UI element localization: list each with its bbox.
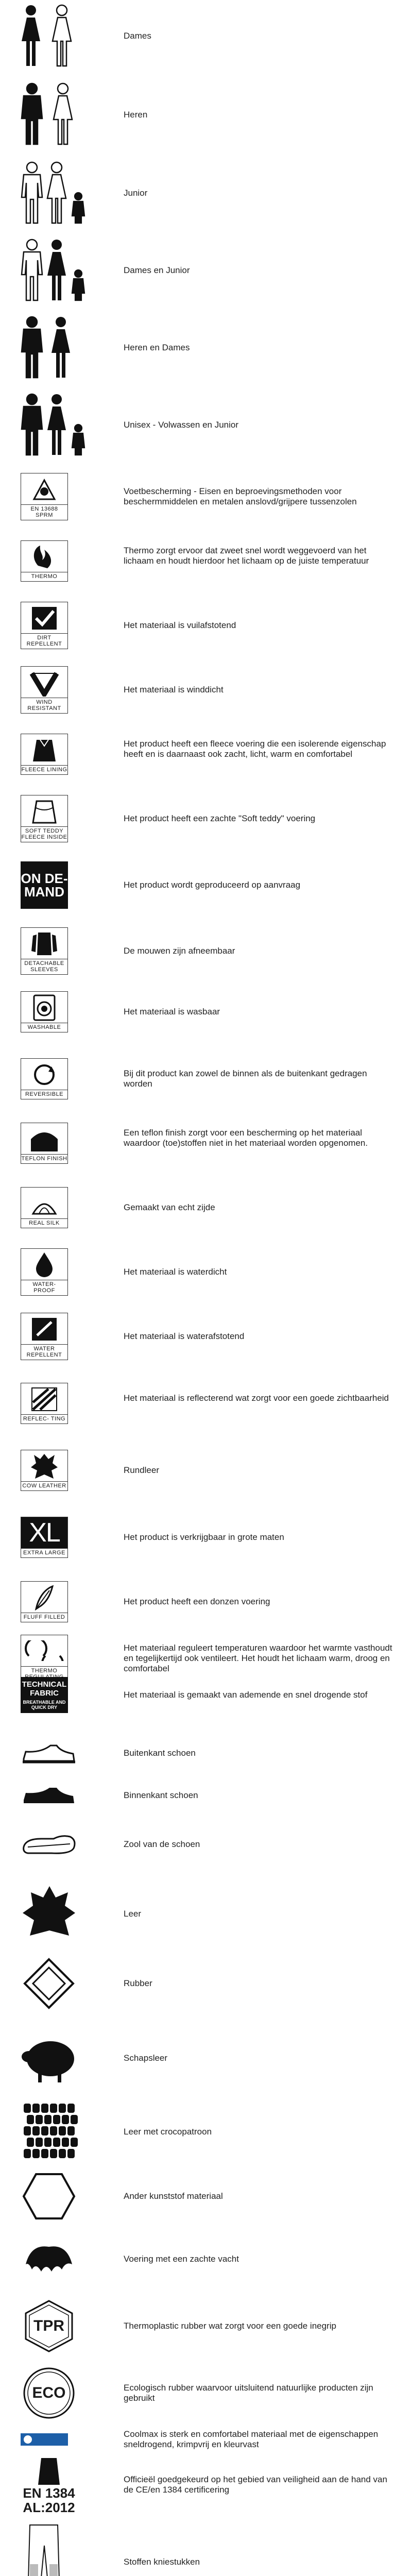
croco-icon bbox=[21, 2102, 88, 2161]
unisex-icon bbox=[21, 389, 88, 461]
leer-description: Leer bbox=[124, 1909, 142, 1919]
legend-row-heren-en-dames bbox=[0, 312, 412, 384]
badge-box: REAL SILK bbox=[21, 1187, 68, 1228]
badge-box: TEFLON FINISH bbox=[21, 1123, 68, 1164]
reversible-description: Bij dit product kan zowel de binnen als de buitenkant gedragen worden bbox=[124, 1069, 367, 1089]
legend-row-junior bbox=[0, 157, 412, 229]
en13688-description: Voetbescherming - Eisen en beproevingsmethoden voor beschermmiddelen en metalen anslovd/grijpere tussenzolen bbox=[124, 486, 357, 506]
legend-row-dry-repellent bbox=[0, 595, 412, 656]
junior-icon bbox=[21, 157, 88, 229]
kunststof-icon bbox=[21, 2166, 88, 2226]
teflon-icon bbox=[21, 1113, 88, 1174]
legend-row-unisex bbox=[0, 389, 412, 461]
technical-fabric-icon: TECHNICAL FABRIC BREATHABLE AND QUICK DRY bbox=[21, 1674, 88, 1716]
fluff-filled-icon bbox=[21, 1571, 88, 1632]
dry-repellent-icon bbox=[21, 595, 88, 656]
technical-fabric-description: Het materiaal is gemaakt van ademende en snel drogende stof bbox=[124, 1690, 368, 1700]
washable-description: Het materiaal is wasbaar bbox=[124, 1007, 220, 1016]
legend-row-water-repellent bbox=[0, 1306, 412, 1367]
badge-box: DETACHABLE SLEEVES bbox=[21, 927, 68, 975]
legend-row-real-silk bbox=[0, 1177, 412, 1238]
badge-box: DIRT REPELLENT bbox=[21, 602, 68, 649]
reflecting-description: Het materiaal is reflecterend wat zorgt voor een goede zichtbaarheid bbox=[124, 1393, 389, 1403]
heren-en-dames-description: Heren en Dames bbox=[124, 343, 190, 352]
heren-icon bbox=[21, 77, 88, 152]
legend-row-stoffen-kniestukken bbox=[0, 2519, 412, 2576]
legend-row-en13688 bbox=[0, 466, 412, 527]
stoffen-kniestukken-icon bbox=[21, 2519, 88, 2576]
vacht-description: Voering met een zachte vacht bbox=[124, 2254, 239, 2264]
legend-row-on-demand bbox=[0, 853, 412, 917]
zool-description: Zool van de schoen bbox=[124, 1839, 200, 1849]
badge-box: EN 13688 SPRM bbox=[21, 473, 68, 520]
en1384-icon: EN 1384 AL:2012 bbox=[21, 2455, 88, 2514]
thermoregulating-description: Het materiaal reguleert temperaturen waardoor het warmte vasthoudt en tegelijkertijd ook ventileert. Het houdt het lichaam warm, droog en comfortabel bbox=[124, 1643, 392, 1673]
real-silk-icon bbox=[21, 1177, 88, 1238]
badge-box: WASHABLE bbox=[21, 991, 68, 1032]
heren-en-dames-icon bbox=[21, 312, 88, 384]
teflon-description: Een teflon finish zorgt voor een bescherming op het materiaal waardoor (toe)stoffen niet in het materiaal worden opgenomen. bbox=[124, 1128, 368, 1148]
binnenkant-icon bbox=[21, 1775, 88, 1816]
legend-row-leer bbox=[0, 1875, 412, 1953]
wind-resistant-description: Het materiaal is winddicht bbox=[124, 685, 224, 694]
legend-row-kunststof bbox=[0, 2166, 412, 2226]
badge-box: FLUFF FILLED bbox=[21, 1581, 68, 1622]
legend-row-fleece-lining bbox=[0, 724, 412, 785]
legend-row-buitenkant bbox=[0, 1728, 412, 1777]
extra-large-description: Het product is verkrijgbaar in grote maten bbox=[124, 1532, 284, 1542]
legend-row-dames bbox=[0, 0, 412, 72]
legend-row-schapsleer bbox=[0, 2020, 412, 2097]
reversible-icon bbox=[21, 1048, 88, 1109]
soft-teddy-icon bbox=[21, 788, 88, 849]
buitenkant-icon bbox=[21, 1728, 88, 1777]
croco-description: Leer met crocopatroon bbox=[124, 2127, 212, 2137]
dry-repellent-description: Het materiaal is vuilafstotend bbox=[124, 620, 236, 630]
legend-row-croco bbox=[0, 2102, 412, 2161]
stoffen-kniestukken-description: Stoffen kniestukken bbox=[124, 2557, 200, 2567]
legend-row-vacht bbox=[0, 2228, 412, 2290]
dames-icon bbox=[21, 0, 88, 72]
on-demand-description: Het product wordt geproduceerd op aanvraag bbox=[124, 880, 301, 890]
on-demand-icon: ON DE- MAND bbox=[21, 853, 88, 917]
legend-row-reversible bbox=[0, 1048, 412, 1109]
badge-box: FLEECE LINING bbox=[21, 734, 68, 775]
legend-row-en1384 bbox=[0, 2455, 412, 2514]
heren-description: Heren bbox=[124, 110, 148, 120]
badge-box: WIND RESISTANT bbox=[21, 666, 68, 714]
legend-row-dames-en-junior bbox=[0, 234, 412, 307]
detachable-description: De mouwen zijn afneembaar bbox=[124, 946, 235, 956]
legend-row-rubber bbox=[0, 1953, 412, 2014]
badge-box: THERMO bbox=[21, 1635, 68, 1682]
en1384-description: Officieël goedgekeurd op het gebied van veiligheid aan de hand van de CE/en 1384 certificering bbox=[124, 2475, 387, 2495]
vacht-icon bbox=[21, 2228, 88, 2290]
badge-box: REVERSIBLE bbox=[21, 1058, 68, 1099]
thermo-icon bbox=[21, 531, 88, 591]
fluff-filled-description: Het product heeft een donzen voering bbox=[124, 1597, 270, 1606]
waterproof-description: Het materiaal is waterdicht bbox=[124, 1267, 227, 1277]
reflecting-icon bbox=[21, 1373, 88, 1434]
schapsleer-icon bbox=[21, 2020, 88, 2097]
thermo-description: Thermo zorgt ervoor dat zweet snel wordt weggevoerd van het lichaam en houdt hierdoor het lichaam op de juiste temperatuur bbox=[124, 546, 369, 566]
extra-large-icon: XL EXTRA LARGE bbox=[21, 1507, 88, 1568]
schapsleer-description: Schapsleer bbox=[124, 2053, 168, 2063]
en13688-icon bbox=[21, 466, 88, 527]
eco-icon bbox=[21, 2362, 88, 2424]
washable-icon bbox=[21, 981, 88, 1042]
dames-en-junior-icon bbox=[21, 234, 88, 307]
badge-box: THERMO bbox=[21, 540, 68, 582]
coolmax-icon bbox=[21, 2429, 88, 2450]
eco-description: Ecologisch rubber waarvoor uitsluitend natuurlijke producten zijn gebruikt bbox=[124, 2383, 373, 2403]
legend-row-eco bbox=[0, 2362, 412, 2424]
legend-row-teflon bbox=[0, 1113, 412, 1174]
tpr-icon bbox=[21, 2295, 88, 2357]
badge-text: TPR bbox=[33, 2317, 64, 2334]
fleece-lining-description: Het product heeft een fleece voering die een isolerende eigenschap heeft en is daarnaast ook zacht, licht, warm en comfortabel bbox=[124, 739, 386, 759]
badge-box: SOFT TEDDY FLEECE INSIDE bbox=[21, 795, 68, 842]
legend-row-extra-large bbox=[0, 1507, 412, 1568]
junior-description: Junior bbox=[124, 188, 148, 198]
water-repellent-icon bbox=[21, 1306, 88, 1367]
legend-row-zool bbox=[0, 1824, 412, 1865]
waterproof-icon bbox=[21, 1242, 88, 1302]
binnenkant-description: Binnenkant schoen bbox=[124, 1790, 198, 1800]
legend-row-heren bbox=[0, 77, 412, 152]
legend-row-detachable bbox=[0, 922, 412, 980]
legend-row-cow-leather bbox=[0, 1440, 412, 1501]
legend-row-wind-resistant bbox=[0, 659, 412, 720]
legend-row-soft-teddy bbox=[0, 788, 412, 849]
legend-row-washable bbox=[0, 981, 412, 1042]
kunststof-description: Ander kunststof materiaal bbox=[124, 2191, 223, 2201]
legend-row-tpr bbox=[0, 2295, 412, 2357]
wind-resistant-icon bbox=[21, 659, 88, 720]
buitenkant-description: Buitenkant schoen bbox=[124, 1748, 196, 1758]
rubber-icon bbox=[21, 1953, 88, 2014]
badge-box: COW LEATHER bbox=[21, 1450, 68, 1491]
fleece-lining-icon bbox=[21, 724, 88, 785]
dames-description: Dames bbox=[124, 31, 151, 41]
legend-row-coolmax bbox=[0, 2429, 412, 2450]
legend-row-waterproof bbox=[0, 1242, 412, 1302]
dames-en-junior-description: Dames en Junior bbox=[124, 265, 190, 275]
zool-icon bbox=[21, 1824, 88, 1865]
legend-row-binnenkant bbox=[0, 1775, 412, 1816]
badge-box: WATER REPELLENT bbox=[21, 1313, 68, 1360]
unisex-description: Unisex - Volwassen en Junior bbox=[124, 420, 239, 430]
badge-box: REFLEC- TING bbox=[21, 1383, 68, 1424]
tpr-description: Thermoplastic rubber wat zorgt voor een goede inegrip bbox=[124, 2321, 336, 2331]
coolmax-description: Coolmax is sterk en comfortabel materiaal met de eigenschappen sneldrogend, krimpvrij en kleurvast bbox=[124, 2429, 379, 2449]
legend-row-technical-fabric bbox=[0, 1674, 412, 1716]
legend-row-fluff-filled bbox=[0, 1571, 412, 1632]
legend-row-reflecting bbox=[0, 1373, 412, 1434]
cow-leather-icon bbox=[21, 1440, 88, 1501]
legend-row-thermo bbox=[0, 531, 412, 591]
cow-leather-description: Rundleer bbox=[124, 1465, 159, 1475]
rubber-description: Rubber bbox=[124, 1978, 152, 1988]
badge-box: WATER- PROOF bbox=[21, 1248, 68, 1296]
soft-teddy-description: Het product heeft een zachte "Soft teddy" voering bbox=[124, 814, 316, 823]
detachable-icon bbox=[21, 922, 88, 980]
leer-icon bbox=[21, 1875, 88, 1953]
real-silk-description: Gemaakt van echt zijde bbox=[124, 1202, 215, 1212]
water-repellent-description: Het materiaal is waterafstotend bbox=[124, 1331, 245, 1341]
badge-text: ECO bbox=[32, 2384, 66, 2401]
